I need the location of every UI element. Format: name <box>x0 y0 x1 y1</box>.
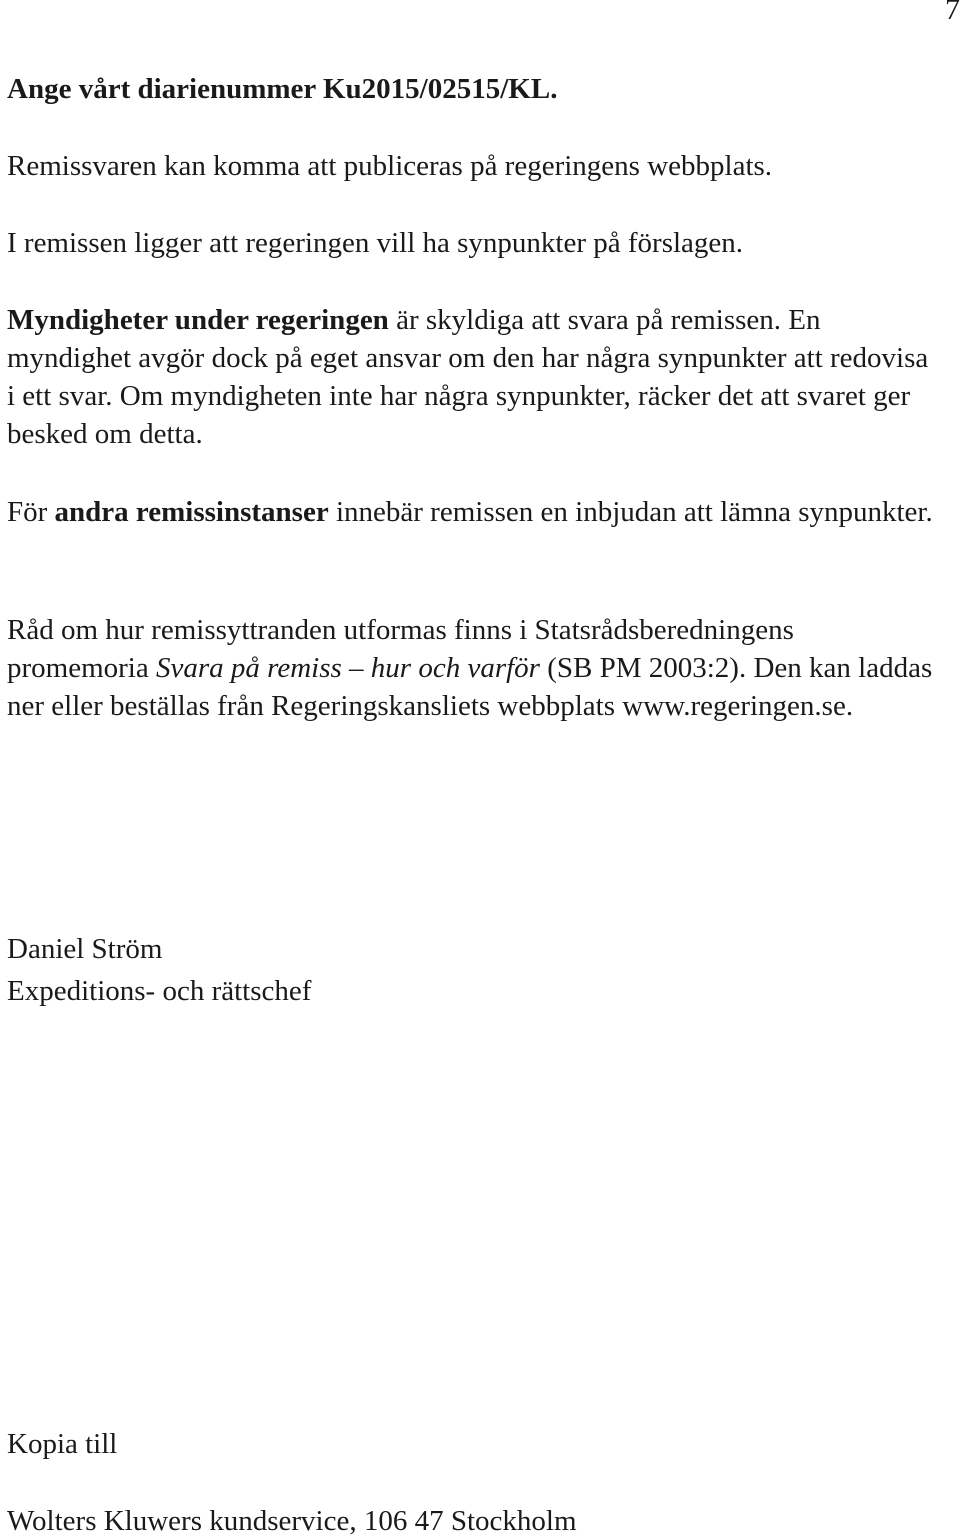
advice-paragraph <box>7 611 937 725</box>
advice-text: (SB PM 2003:2). Den kan laddas ner eller beställas från Regeringskansliets webbplats www.regeringen.se. <box>7 652 933 722</box>
page-number: 7 <box>945 0 960 26</box>
signatory-name: Daniel Ström <box>7 933 163 965</box>
other-bodies-text: innebär remissen en inbjudan att lämna synpunkter. <box>328 496 933 528</box>
publication-notice: Remissvaren kan komma att publiceras på regeringens webbplats. <box>7 150 773 182</box>
authorities-text: är skyldiga att svara på remissen. En myndighet avgör dock på eget ansvar om den har några synpunkter att redovisa i ett svar. Om myndigheten inte har några synpunkter, räcker det att svaret ger besked om detta. <box>7 304 929 450</box>
signatory-title: Expeditions- och rättschef <box>7 975 312 1007</box>
other-bodies-paragraph <box>7 493 937 531</box>
copy-to-label: Kopia till <box>7 1428 118 1460</box>
authorities-paragraph <box>7 301 937 453</box>
authorities-heading: Myndigheter under regeringen <box>7 304 389 336</box>
reference-number-instruction: Ange vårt diarienummer Ku2015/02515/KL. <box>7 73 558 105</box>
other-bodies-heading: andra remissinstanser <box>54 496 329 528</box>
advice-prefix: Råd om hur remissyttranden utformas finns i Statsrådsberedningens promemoria <box>7 614 794 684</box>
memo-title: Svara på remiss – hur och varför <box>155 652 540 684</box>
other-bodies-prefix: För <box>7 496 55 528</box>
request-paragraph: I remissen ligger att regeringen vill ha synpunkter på förslagen. <box>7 227 744 259</box>
copy-recipient: Wolters Kluwers kundservice, 106 47 Stockholm <box>7 1505 577 1537</box>
